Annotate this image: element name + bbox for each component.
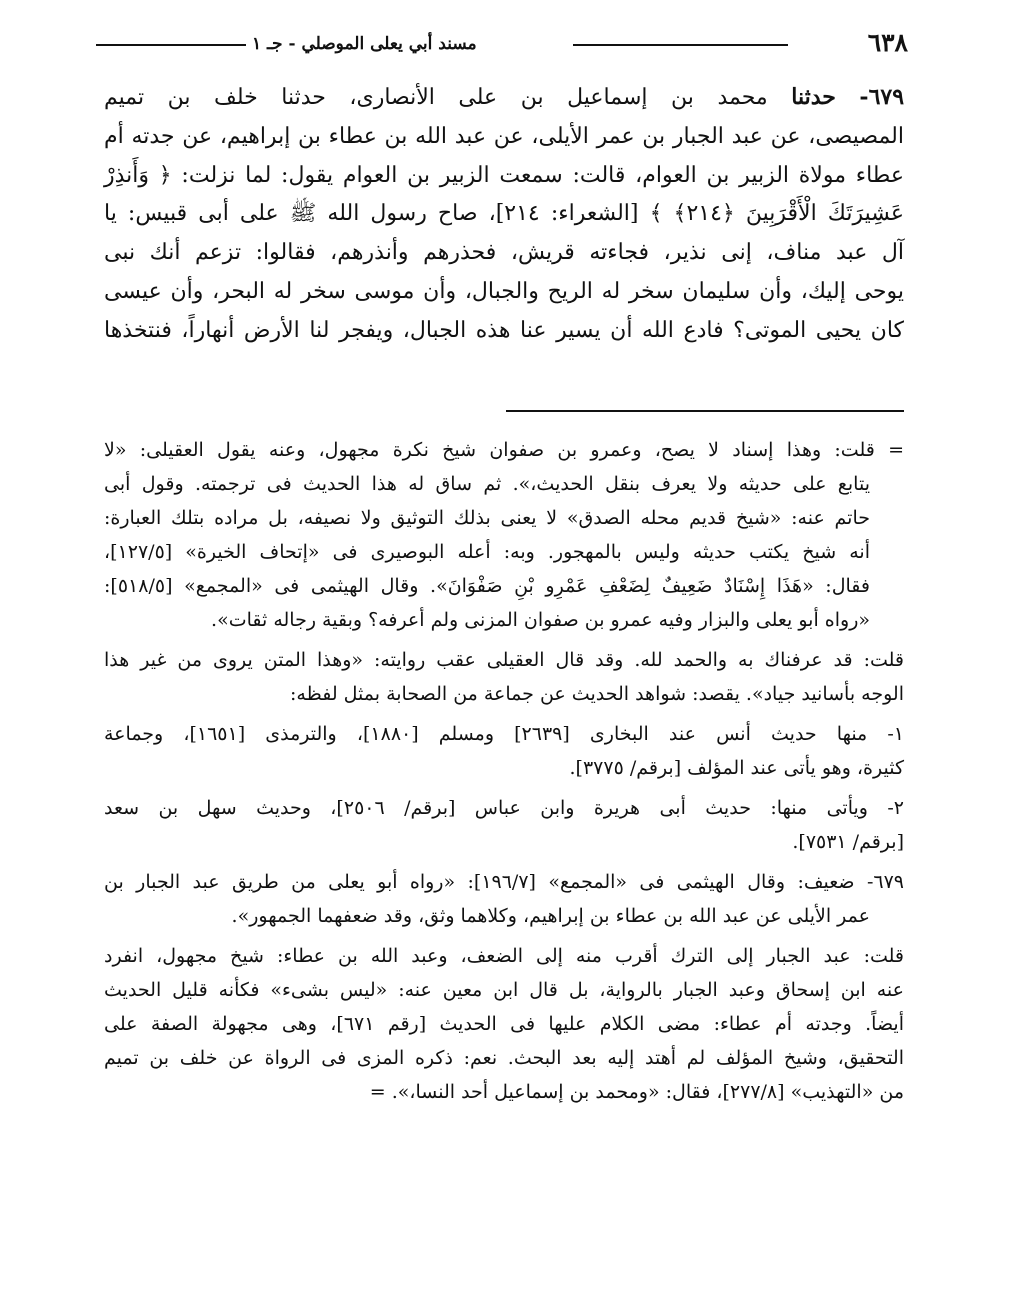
footnote-line: حاتم عنه: «شيخ قديم محله الصدق» لا يعنى بذلك التوثيق ولا نصيفه، بل مراده بتلك العبارة: <box>104 507 870 529</box>
hadith-line: يوحى إليك، وأن سليمان سخر له الريح والجبال، وأن موسى سخر له البحر، وأن عيسى <box>104 278 904 304</box>
footnote-line: ٢- ويأتى منها: حديث أبى هريرة وابن عباس [برقم/ ٢٥٠٦]، وحديث سهل بن سعد <box>104 797 904 819</box>
footnote-line: أنه شيخ يكتب حديثه وليس بالمهجور. وبه: أعله البوصيرى فى «إتحاف الخيرة» [١٢٧/٥]، <box>104 541 870 563</box>
hadith-line: المصيصى، عن عبد الجبار بن عمر الأيلى، عن عبد الله بن عطاء بن إبراهيم، عن جدته أم <box>104 123 904 149</box>
page-number: ٦٣٨ <box>867 28 908 57</box>
hadith-text <box>104 78 904 351</box>
running-header <box>96 28 908 60</box>
hadith-line: عطاء مولاة الزبير بن العوام، قالت: سمعت الزبير بن العوام يقول: لما نزلت: ﴿ وَأَنذِرْ <box>104 162 904 188</box>
footnote-line: كثيرة، وهو يأتى عند المؤلف [برقم/ ٣٧٧٥]. <box>569 757 904 779</box>
footnotes <box>104 433 904 1109</box>
footnote-line: «رواه أبو يعلى والبزار وفيه عمرو بن صفوان المزنى ولم أعرفه؟ وبقية رجاله ثقات». <box>211 609 870 631</box>
footnote-line: = قلت: وهذا إسناد لا يصح، وعمرو بن صفوان شيخ نكرة مجهول، وعنه يقول العقيلى: «لا <box>104 439 904 461</box>
footnote-line: من «التهذيب» [٢٧٧/٨]، فقال: «ومحمد بن إسماعيل أحد النسا،». = <box>369 1081 904 1103</box>
footnote-line: قلت: قد عرفناك به والحمد لله. وقد قال العقيلى عقب روايته: «وهذا المتن يروى من غير هذا <box>104 649 904 671</box>
hadith-lead: حدثنا <box>791 84 836 110</box>
footnote-line: أيضاً. وجدته أم عطاء: مضى الكلام عليها فى الحديث [رقم ٦٧١]، وهى مجهولة الصفة على <box>104 1013 904 1035</box>
hadith-number: ٦٧٩- <box>859 84 905 110</box>
footnote-line: ٦٧٩- ضعيف: وقال الهيثمى فى «المجمع» [١٩٦/٧]: «رواه أبو يعلى من طريق عبد الجبار بن <box>104 871 904 893</box>
footnote-line: الوجه بأسانيد جياد». يقصد: شواهد الحديث عن جماعة من الصحابة بمثل لفظه: <box>290 683 904 705</box>
footnote-separator <box>506 410 904 412</box>
hadith-line <box>104 78 904 118</box>
footnote-line: عنه ابن إسحاق وعبد الجبار بالرواية، بل قال ابن معين عنه: «ليس بشىء» فكأنه قليل الحديث <box>104 979 904 1001</box>
footnote-line: ١- منها حديث أنس عند البخارى [٢٦٣٩] ومسلم [١٨٨٠]، والترمذى [١٦٥١]، وجماعة <box>104 723 904 745</box>
footnote-line: [برقم/ ٧٥٣١]. <box>792 831 904 853</box>
footnote-line: التحقيق، وشيخ المؤلف لم أهتد إليه بعد البحث. نعم: ذكره المزى فى الرواة عن خلف بن تميم <box>104 1047 904 1069</box>
hadith-line: عَشِيرَتَكَ الْأَقْرَبِينَ ﴿٢١٤﴾ ﴾ [الشعراء: ٢١٤]، صاح رسول الله ﷺ على أبى قبيس: يا <box>104 201 904 227</box>
header-rule-left <box>96 44 246 46</box>
footnote-line: يتابع على حديثه ولا يعرف بنقل الحديث،». ثم ساق له هذا الحديث فى ترجمته. وقول أبى <box>104 473 870 495</box>
hadith-line-text: محمد بن إسماعيل بن على الأنصارى، حدثنا خلف بن تميم <box>104 85 768 110</box>
footnote-line: فقال: «هَذَا إِسْنَادٌ ضَعِيفٌ لِضَعْفِ عَمْرِو بْنِ صَفْوَانَ». وقال الهيثمى فى «المجمع» [٥١٨/٥]: <box>104 575 870 597</box>
book-title: مسند أبي يعلى الموصلي - جـ ١ <box>252 34 477 54</box>
footnote-line: عمر الأيلى عن عبد الله بن عطاء بن إبراهيم، وكلاهما وثق، وقد ضعفهما الجمهور». <box>231 905 870 927</box>
header-rule-right <box>573 44 788 46</box>
footnote-line: قلت: عبد الجبار إلى الترك أقرب منه إلى الضعف، وعبد الله بن عطاء: شيخ مجهول، انفرد <box>104 945 904 967</box>
hadith-line: كان يحيى الموتى؟ فادع الله أن يسير عنا هذه الجبال، ويفجر لنا الأرض أنهاراً، فنتخذها <box>104 317 904 343</box>
hadith-line: آل عبد مناف، إنى نذير، فجاءته قريش، فحذرهم وأنذرهم، فقالوا: تزعم أنك نبى <box>104 240 904 266</box>
